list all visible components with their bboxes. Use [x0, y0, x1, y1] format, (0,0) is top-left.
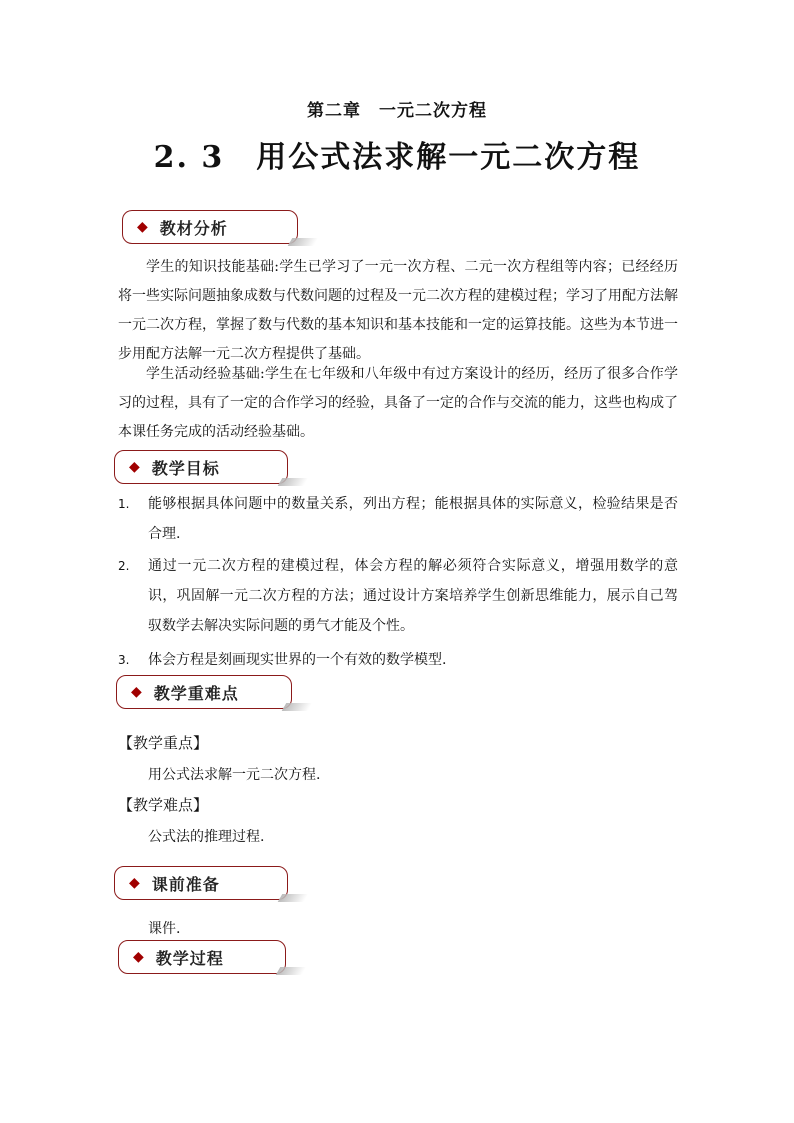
section-header-shadow [276, 967, 307, 975]
section-title: 教学目标 [151, 458, 220, 478]
list-item [118, 551, 678, 641]
section-header-shadow [278, 478, 309, 486]
diamond-icon: ◆ [137, 219, 148, 235]
focus-text: 用公式法求解一元二次方程. [148, 767, 321, 783]
analysis-paragraph-2: 学生活动经验基础:学生在七年级和八年级中有过方案设计的经历，经历了很多合作学习的过程，具有了一定的合作学习的经验，具备了一定的合作与交流的能力，这些也构成了本课任务完成的活动经验基础。 [118, 366, 678, 440]
section-header-shadow [278, 894, 309, 902]
lesson-title: 2. 3 用公式法求解一元二次方程 [153, 140, 641, 175]
diamond-icon: ◆ [129, 875, 140, 891]
section-title: 教材分析 [159, 218, 228, 238]
section-header-shadow [288, 238, 319, 246]
diamond-icon: ◆ [131, 684, 142, 700]
section-header-key-points [116, 675, 292, 709]
list-text: 能够根据具体问题中的数量关系，列出方程；能根据具体的实际意义，检验结果是否合理. [148, 496, 678, 542]
diamond-icon: ◆ [129, 459, 140, 475]
section-title: 教学过程 [155, 948, 224, 968]
section-title: 教学重难点 [153, 683, 239, 703]
focus-label: 【教学重点】 [118, 734, 209, 752]
chapter-heading: 第二章 一元二次方程 [307, 101, 487, 121]
list-text: 体会方程是刻画现实世界的一个有效的数学模型. [148, 652, 447, 668]
list-item [118, 489, 678, 549]
section-header-goals [114, 450, 288, 484]
difficulty-label: 【教学难点】 [118, 796, 209, 814]
list-number: 2. [118, 559, 130, 573]
analysis-paragraph-1: 学生的知识技能基础:学生已学习了一元一次方程、二元一次方程组等内容；已经经历将一些实际问题抽象成数与代数问题的过程及一元二次方程的建模过程；学习了用配方法解一元二次方程，掌握了数与代数的基本知识和基本技能和一定的运算技能。这些为本节进一步用配方法解一元二次方程提供了基础。 [118, 259, 678, 362]
goals-list [118, 489, 678, 675]
list-text: 通过一元二次方程的建模过程，体会方程的解必须符合实际意义，增强用数学的意识，巩固解一元二次方程的方法；通过设计方案培养学生创新思维能力，展示自己驾驭数学去解决实际问题的勇气才能及个性。 [148, 558, 678, 634]
section-header-process [118, 940, 286, 974]
section-header-shadow [282, 703, 313, 711]
preparation-text: 课件. [148, 921, 181, 937]
list-number: 3. [118, 653, 130, 667]
section-header-preparation [114, 866, 288, 900]
diamond-icon: ◆ [133, 949, 144, 965]
list-number: 1. [118, 497, 130, 511]
list-item [118, 645, 678, 675]
difficulty-text: 公式法的推理过程. [148, 829, 265, 845]
section-title: 课前准备 [151, 874, 220, 894]
section-header-analysis [122, 210, 298, 244]
